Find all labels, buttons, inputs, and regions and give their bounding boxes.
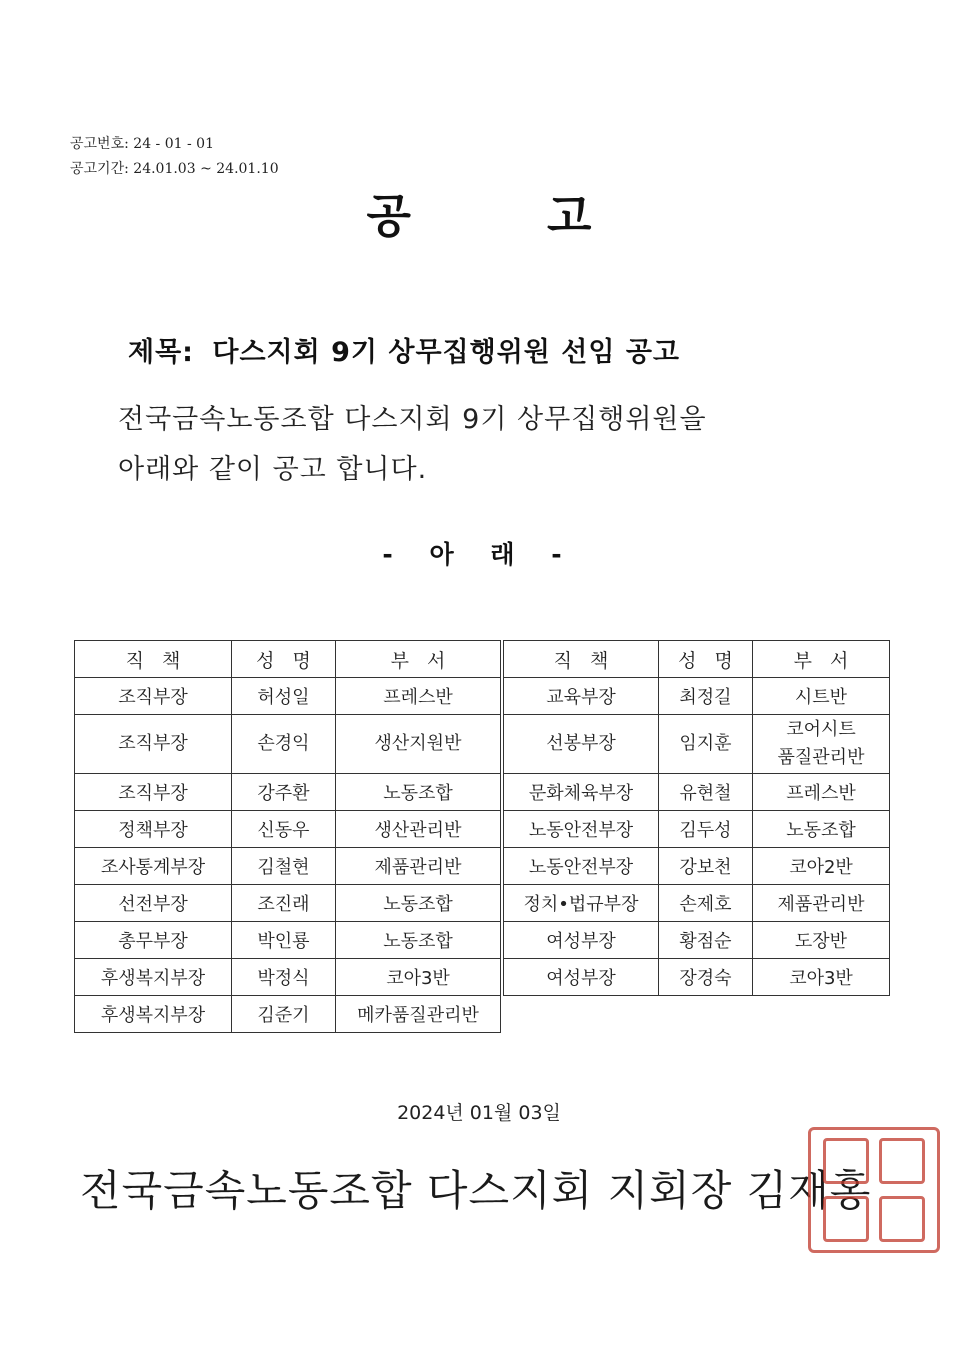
- notice-number-label: 공고번호:: [70, 136, 129, 152]
- cell-name: 김준기: [232, 996, 336, 1033]
- table-row: [75, 922, 501, 959]
- roster-table-right: [503, 640, 890, 996]
- body-line-1: 전국금속노동조합 다스지회 9기 상무집행위원을: [118, 404, 707, 435]
- seal-glyph: [823, 1196, 869, 1242]
- cell-name: 손제호: [659, 885, 753, 922]
- table-row: [504, 774, 890, 811]
- cell-dept-line-2: 품질관리반: [777, 747, 865, 768]
- table-row: [75, 715, 501, 774]
- cell-role: 조직부장: [75, 678, 232, 715]
- sub-heading: - 아 래 -: [382, 540, 576, 569]
- cell-dept: 프레스반: [753, 774, 890, 811]
- table-row: [75, 678, 501, 715]
- cell-dept: 생산관리반: [336, 811, 501, 848]
- cell-dept: 노동조합: [336, 774, 501, 811]
- notice-period-label: 공고기간:: [70, 161, 129, 177]
- table-row: [504, 715, 890, 774]
- cell-dept: 노동조합: [336, 885, 501, 922]
- subject-text: 다스지회 9기 상무집행위원 선임 공고: [212, 337, 680, 368]
- subject-label: 제목:: [128, 337, 194, 368]
- table-row: [504, 922, 890, 959]
- cell-name: 임지훈: [659, 715, 753, 774]
- header-role: 직책: [75, 641, 232, 678]
- header-name: 성명: [232, 641, 336, 678]
- cell-dept: 프레스반: [336, 678, 501, 715]
- table-row: [504, 848, 890, 885]
- seal-glyph: [879, 1196, 925, 1242]
- cell-name: 김철현: [232, 848, 336, 885]
- cell-role: 문화체육부장: [504, 774, 659, 811]
- cell-name: 박정식: [232, 959, 336, 996]
- cell-role: 노동안전부장: [504, 848, 659, 885]
- notice-number: [70, 133, 214, 153]
- body-line-2: 아래와 같이 공고 합니다.: [118, 454, 428, 485]
- header-dept: 부서: [753, 641, 890, 678]
- official-seal-stamp: [808, 1127, 940, 1253]
- cell-dept: 생산지원반: [336, 715, 501, 774]
- table-row: [75, 774, 501, 811]
- cell-role: 정책부장: [75, 811, 232, 848]
- cell-dept: 도장반: [753, 922, 890, 959]
- cell-role: 선봉부장: [504, 715, 659, 774]
- cell-role: 여성부장: [504, 959, 659, 996]
- cell-role: 노동안전부장: [504, 811, 659, 848]
- cell-name: 박인룡: [232, 922, 336, 959]
- cell-name: 허성일: [232, 678, 336, 715]
- cell-role: 정치•법규부장: [504, 885, 659, 922]
- table-row: [75, 848, 501, 885]
- cell-role: 조직부장: [75, 774, 232, 811]
- table-row: [75, 959, 501, 996]
- cell-dept: 코아3반: [753, 959, 890, 996]
- table-header-row: [504, 641, 890, 678]
- cell-dept: 제품관리반: [336, 848, 501, 885]
- cell-role: 총무부장: [75, 922, 232, 959]
- table-row: [504, 811, 890, 848]
- cell-dept: [753, 715, 890, 774]
- cell-role: 조직부장: [75, 715, 232, 774]
- notice-period-value: 24.01.03 ~ 24.01.10: [133, 161, 279, 177]
- header-name: 성명: [659, 641, 753, 678]
- signature-line: 전국금속노동조합 다스지회 지회장 김재홍: [80, 1166, 872, 1215]
- cell-role: 조사통계부장: [75, 848, 232, 885]
- table-row: [504, 959, 890, 996]
- table-row: [75, 885, 501, 922]
- cell-name: 조진래: [232, 885, 336, 922]
- cell-dept: 코아3반: [336, 959, 501, 996]
- table-row: [504, 678, 890, 715]
- cell-dept: 제품관리반: [753, 885, 890, 922]
- cell-dept: 시트반: [753, 678, 890, 715]
- notice-number-value: 24 - 01 - 01: [133, 136, 214, 152]
- table-row: [75, 996, 501, 1033]
- cell-name: 손경익: [232, 715, 336, 774]
- cell-dept-line-1: 코어시트: [786, 719, 856, 740]
- header-role: 직책: [504, 641, 659, 678]
- cell-name: 유현철: [659, 774, 753, 811]
- cell-role: 후생복지부장: [75, 959, 232, 996]
- roster-table-left: [74, 640, 501, 1033]
- seal-glyph: [879, 1138, 925, 1184]
- cell-name: 김두성: [659, 811, 753, 848]
- notice-period: [70, 158, 279, 178]
- cell-role: 후생복지부장: [75, 996, 232, 1033]
- document-title: 공 고: [366, 189, 652, 243]
- cell-role: 여성부장: [504, 922, 659, 959]
- cell-name: 황점순: [659, 922, 753, 959]
- cell-dept: 메카품질관리반: [336, 996, 501, 1033]
- cell-name: 강보천: [659, 848, 753, 885]
- subject-line: [128, 330, 680, 369]
- cell-dept: 노동조합: [336, 922, 501, 959]
- cell-dept: 코아2반: [753, 848, 890, 885]
- cell-name: 최정길: [659, 678, 753, 715]
- header-dept: 부서: [336, 641, 501, 678]
- issue-date: 2024년 01월 03일: [397, 1102, 561, 1124]
- seal-glyph: [823, 1138, 869, 1184]
- cell-name: 신동우: [232, 811, 336, 848]
- table-row: [75, 811, 501, 848]
- cell-dept: 노동조합: [753, 811, 890, 848]
- table-row: [504, 885, 890, 922]
- table-header-row: [75, 641, 501, 678]
- cell-role: 선전부장: [75, 885, 232, 922]
- cell-name: 장경숙: [659, 959, 753, 996]
- cell-role: 교육부장: [504, 678, 659, 715]
- cell-name: 강주환: [232, 774, 336, 811]
